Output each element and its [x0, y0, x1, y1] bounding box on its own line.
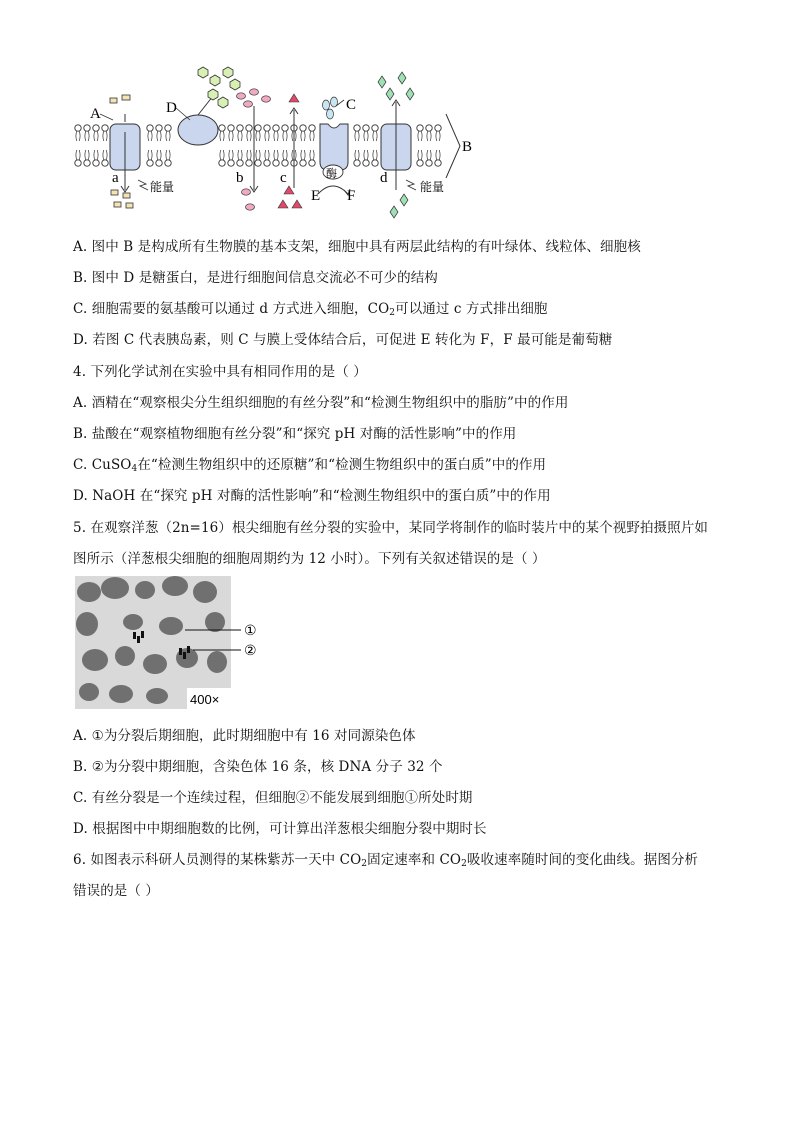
- q3-option-d: D. 若图 C 代表胰岛素，则 C 与膜上受体结合后，可促进 E 转化为 F，F 最可能是葡萄糖: [73, 332, 613, 348]
- photo-label-two: ②: [244, 643, 257, 659]
- q5-stem-line1: 5. 在观察洋葱（2n=16）根尖细胞有丝分裂的实验中，某同学将制作的临时装片中的某个视野拍摄照片如: [73, 520, 708, 536]
- q6-stem-line2: 错误的是（ ）: [73, 883, 159, 899]
- photo-label-one: ①: [244, 623, 257, 639]
- molecules-d-inside: [390, 194, 408, 218]
- q4-stem: 4. 下列化学试剂在实验中具有相同作用的是（ ）: [73, 364, 367, 380]
- q5-option-d: D. 根据图中中期细胞数的比例，可计算出洋葱根尖细胞分裂中期时长: [73, 821, 487, 837]
- q3-option-c: C. 细胞需要的氨基酸可以通过 d 方式进入细胞，$CO_2$可以通过 c 方式排出细胞: [73, 301, 548, 318]
- q3-option-b: B. 图中 D 是糖蛋白，是进行细胞间信息交流必不可少的结构: [73, 270, 438, 286]
- q6-stem-line1: 6. 如图表示科研人员测得的某株紫苏一天中 $CO_2$固定速率和 $CO_2$吸收速率随时间的变化曲线。据图分析: [73, 852, 699, 869]
- label-E: E: [311, 188, 321, 204]
- molecules-d-outside: [378, 72, 414, 100]
- signal-molecule-C: [323, 97, 338, 119]
- molecules-c-bottom: [278, 186, 302, 208]
- q3-option-a: A. 图中 B 是构成所有生物膜的基本支架，细胞中具有两层此结构的有叶绿体、线粒体、细胞核: [73, 239, 641, 255]
- label-d: d: [380, 170, 388, 186]
- label-F: F: [347, 188, 356, 204]
- q4-option-b: B. 盐酸在“观察植物细胞有丝分裂”和“探究 pH 对酶的活性影响”中的作用: [73, 426, 517, 442]
- molecule-c-top: [289, 94, 299, 102]
- q5-option-c: C. 有丝分裂是一个连续过程，但细胞②不能发展到细胞①所处时期: [73, 790, 473, 806]
- label-b: b: [236, 170, 244, 186]
- onion-root-tip-micrograph: [75, 576, 265, 709]
- q4-option-c: C. CuSO$_4$在“检测生物组织中的还原糖”和“检测生物组织中的蛋白质”中的作用: [73, 457, 547, 474]
- label-D: D: [166, 100, 177, 116]
- receptor-enzyme: [320, 124, 348, 170]
- q5-option-a: A. ①为分裂后期细胞，此时期细胞中有 16 对同源染色体: [73, 728, 416, 744]
- label-C: C: [346, 97, 357, 113]
- label-a: a: [112, 170, 119, 186]
- membrane-transport-figure: [68, 62, 488, 222]
- q5-option-b: B. ②为分裂中期细胞，含染色体 16 条，核 DNA 分子 32 个: [73, 759, 443, 775]
- glycoprotein-D: [178, 115, 218, 145]
- q5-stem-line2: 图所示（洋葱根尖细胞的细胞周期约为 12 小时）。下列有关叙述错误的是（ ）: [73, 551, 546, 567]
- label-B: B: [462, 139, 473, 155]
- label-c: c: [280, 170, 287, 186]
- enzyme-label: 酶: [326, 167, 337, 180]
- magnification-label: 400×: [190, 692, 220, 707]
- q4-option-a: A. 酒精在“观察根尖分生组织细胞的有丝分裂”和“检测生物组织中的脂肪”中的作用: [73, 395, 569, 411]
- energy-label-left: 能量: [150, 180, 175, 194]
- q4-option-d: D. NaOH 在“探究 pH 对酶的活性影响”和“检测生物组织中的蛋白质”中的作用: [73, 488, 551, 504]
- energy-label-right: 能量: [420, 180, 445, 194]
- sugar-chain: [198, 67, 240, 108]
- bilayer-bracket: [446, 114, 460, 178]
- label-A: A: [90, 106, 101, 122]
